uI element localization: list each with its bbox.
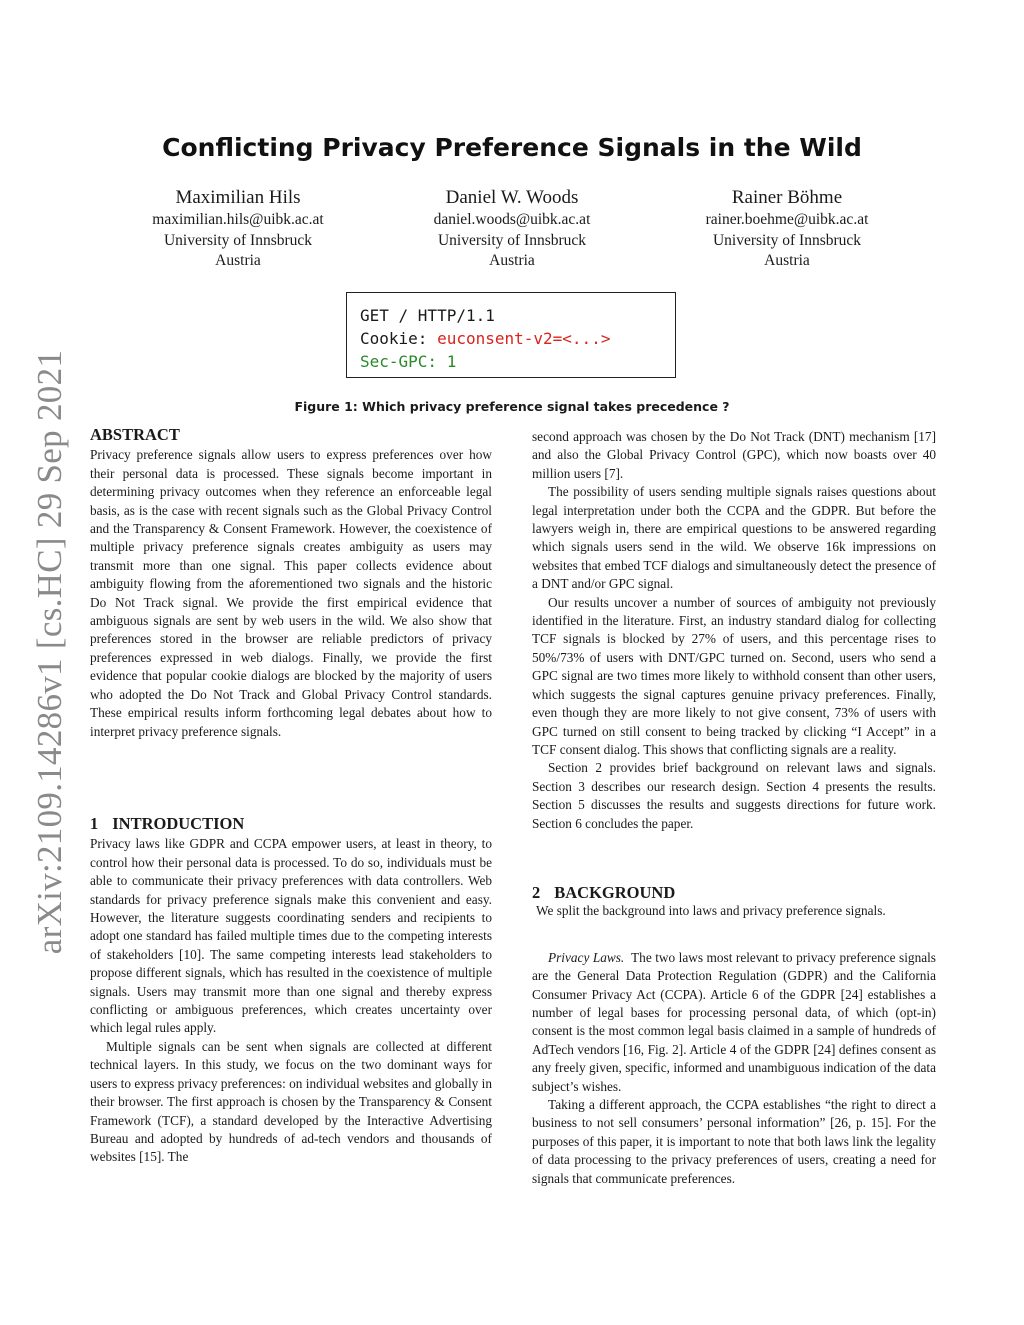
intro-paragraph-5: Our results uncover a number of sources of ambiguity not previously identified in the literature. First, an industry standard dialog for collecting TCF signals is blocked by 27% of users, and this percentage rises to 50%/73% of users with DNT/GPC turned on. Second, users who send a GPC signal are two times more likely to withhold consent than other users, which suggests the signal captures genuine privacy preferences. Finally, even though they are more likely to not give consent, 73% of users with GPC turned on still consent to being tracked by clicking “I Accept” in a TCF consent dialog. This shows that conflicting signals are a reality. xyxy=(532,594,936,757)
abstract-section xyxy=(90,426,492,741)
background-heading xyxy=(532,884,936,902)
privacy-laws-text: The two laws most relevant to privacy preference signals are the General Data Protection Regulation (GDPR) and the California Consumer Privacy Act (CCPA). Article 6 of the GDPR [24] establishes a number of legal bases for processing personal data, of which (opt-in) consent is the most common legal basis claimed in a sample of hundreds of AdTech vendors [16, Fig. 2]. Article 4 of the GDPR [24] defines consent as any freely given, specific, informed and unambiguous indication of the data subject’s wishes. xyxy=(532,949,936,1094)
intro-paragraph-2: Multiple signals can be sent when signals are collected at different technical layers. In this study, we focus on the two dominant ways for users to express privacy preferences: on individual websites and globally in their browser. The first approach is chosen by the Transparency & Consent Framework (TCF), a standard developed by the Interactive Advertising Bureau and adopted by hundreds of ad-tech vendors and thousands of websites [15]. The xyxy=(90,1038,492,1165)
author-block-1 xyxy=(108,186,368,272)
cookie-header-line xyxy=(360,327,675,350)
introduction-section xyxy=(90,815,492,1167)
section-number: 1 xyxy=(90,814,99,833)
abstract-heading: ABSTRACT xyxy=(90,425,180,444)
author-affiliation: University of Innsbruck xyxy=(712,231,862,249)
author-country: Austria xyxy=(215,252,261,269)
privacy-laws-label: Privacy Laws. xyxy=(548,949,625,965)
abstract-text: Privacy preference signals allow users to express preferences over how their personal data is processed. These signals become important in determining privacy outcomes when they reference an enforceable legal basis, as is the case with recent signals such as the Global Privacy Control and the Transparency & Consent Framework. However, the coexistence of multiple privacy preference signals creates ambiguity as users may transmit more than one signal. This paper collects evidence about ambiguity flowing from the aforementioned two signals and the historic Do Not Track signal. We provide the first empirical evidence that ambiguous signals are sent by web users in the wild. We also show that preferences stored in the browser are reliable predictors of privacy preferences expressed in web dialogs. Finally, we provide the first evidence that popular cookie dialogs are blocked by the majority of users who adopted the Do Not Track and Global Privacy Control standards. These empirical results inform forthcoming legal debates about how to interpret privacy preference signals. xyxy=(90,447,492,739)
http-request-line: GET / HTTP/1.1 xyxy=(360,306,495,325)
introduction-heading xyxy=(90,815,492,833)
section-title: BACKGROUND xyxy=(554,883,676,902)
author-country: Austria xyxy=(489,252,535,269)
euconsent-cookie-value: euconsent-v2=<...> xyxy=(437,329,611,348)
author-affiliation: University of Innsbruck xyxy=(437,231,587,249)
figure-1-caption: Figure 1: Which privacy preference signal takes precedence ? xyxy=(294,399,730,414)
privacy-laws-paragraph xyxy=(532,949,936,1096)
author-email: daniel.woods@uibk.ac.at xyxy=(433,211,591,228)
author-name: Daniel W. Woods xyxy=(445,187,579,208)
intro-paragraph-1: Privacy laws like GDPR and CCPA empower users, at least in theory, to control how their personal data is processed. To do so, individuals must be able to communicate their privacy preferences with data controllers. Web standards for privacy preference signals make this convenient and easy. However, the literature suggests coordinating senders and recipients to adopt one standard has failed multiple times due to the competing interests of stakeholders [10]. The same competing interests lead stakeholders to propose different signals, which has resulted in the coexistence of multiple signals. Users may transmit more than one signal and thereby express conflicting or ambiguous preferences, which creates uncertainty over which legal rules apply. xyxy=(90,836,492,1036)
sec-gpc-header-line: Sec-GPC: 1 xyxy=(360,352,457,371)
figure-1-http-request xyxy=(346,292,676,378)
author-block-3 xyxy=(657,186,917,272)
intro-paragraph-3: second approach was chosen by the Do Not Track (DNT) mechanism [17] and also the Global Privacy Control (GPC), which now boasts over 40 million users [7]. xyxy=(532,429,936,481)
section-title: INTRODUCTION xyxy=(112,814,245,833)
author-name: Maximilian Hils xyxy=(175,187,301,208)
section-number: 2 xyxy=(532,883,541,902)
background-intro: We split the background into laws and privacy preference signals. xyxy=(536,903,886,919)
cookie-header-label: Cookie: xyxy=(360,329,438,348)
background-section xyxy=(532,884,936,1188)
intro-paragraph-4: The possibility of users sending multiple signals raises questions about legal interpretation under both the CCPA and the GDPR. But before the lawyers weigh in, there are empirical questions to be answered regarding which signals users send in the wild. We observe 16k impressions on websites that embed TCF dialogs and simultaneously detect the presence of a DNT and/or GPC signal. xyxy=(532,484,936,592)
paper-title: Conflicting Privacy Preference Signals in the Wild xyxy=(162,133,862,162)
author-email: maximilian.hils@uibk.ac.at xyxy=(152,211,324,228)
right-column-intro-continued xyxy=(532,428,936,833)
author-block-2 xyxy=(382,186,642,272)
ccpa-paragraph: Taking a different approach, the CCPA establishes “the right to direct a business to not sell consumers’ personal information” [26, p. 15]. For the purposes of this paper, it is important to note that both laws link the legality of data processing to the privacy preferences of users, creating a need for signals that communicate preferences. xyxy=(532,1097,936,1186)
author-email: rainer.boehme@uibk.ac.at xyxy=(705,211,869,228)
arxiv-identifier xyxy=(28,349,72,955)
author-country: Austria xyxy=(764,252,810,269)
author-affiliation: University of Innsbruck xyxy=(163,231,313,249)
intro-paragraph-6: Section 2 provides brief background on relevant laws and signals. Section 3 describes our research design. Section 4 presents the results. Section 5 discusses the results and suggests directions for future work. Section 6 concludes the paper. xyxy=(532,760,936,831)
arxiv-id-text: arXiv:2109.14286v1 [cs.HC] 29 Sep 2021 xyxy=(30,349,69,955)
author-name: Rainer Böhme xyxy=(731,187,843,208)
